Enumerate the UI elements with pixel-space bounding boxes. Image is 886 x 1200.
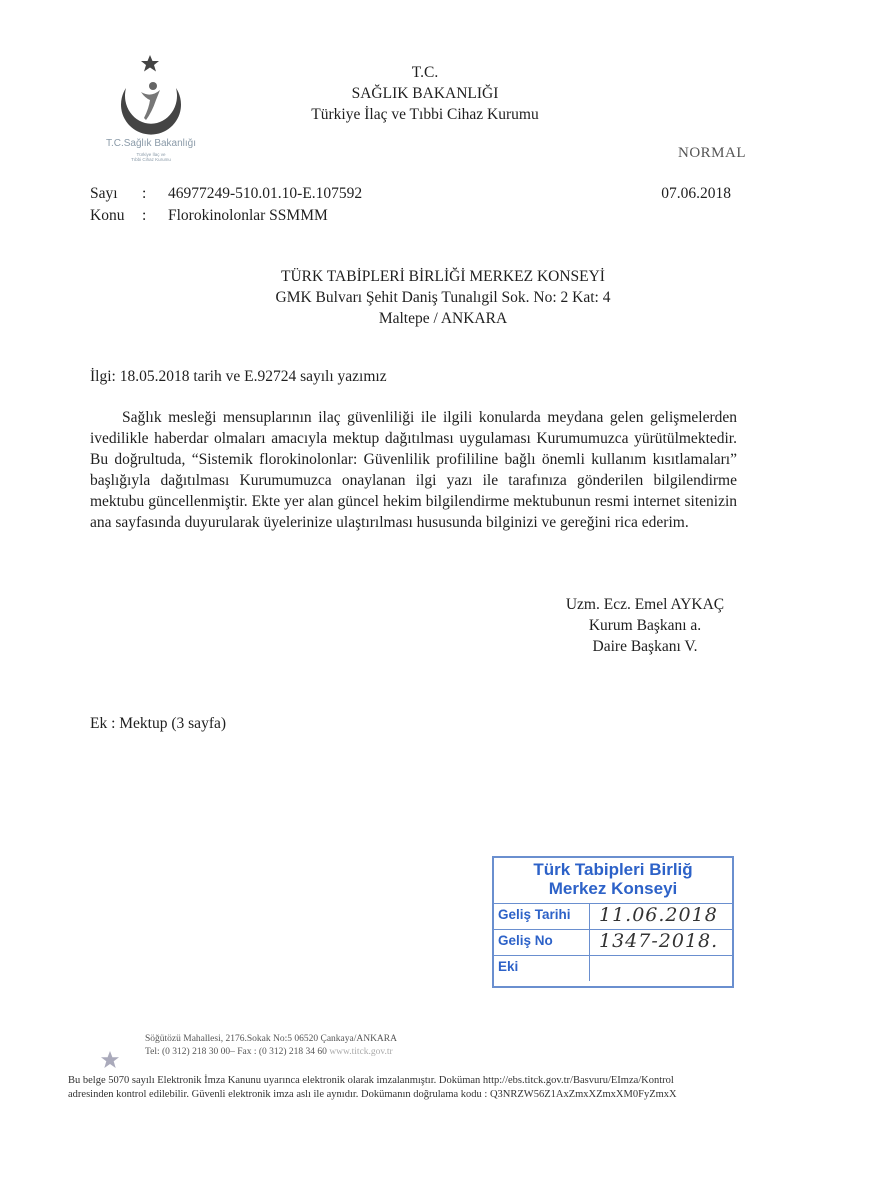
stamp-number-value: 1347-2018. [599, 930, 719, 952]
classification-label: NORMAL [677, 145, 746, 161]
footer-web: www.titck.gov.tr [329, 1047, 393, 1057]
attachment-line: Ek : Mektup (3 sayfa) [90, 715, 227, 732]
footer-address: Söğütözü Mahallesi, 2176.Sokak No:5 06520 Çankaya/ANKARA [145, 1034, 397, 1044]
e-signature-note-line1: Bu belge 5070 sayılı Elektronik İmza Kanunu uyarınca elektronik olarak imzalanmıştır. Doküman http://ebs.titck.gov.tr/Basvuru/EImza/Kontrol [68, 1075, 674, 1086]
konu-row [90, 207, 328, 225]
footer-contact [145, 1047, 393, 1057]
stamp-divider [589, 930, 590, 955]
stamp-title [494, 860, 732, 898]
recipient-city: Maltepe / ANKARA [378, 310, 508, 327]
logo-subtitle [96, 152, 206, 162]
stamp-row-date [494, 903, 732, 929]
signer-title-2: Daire Başkanı V. [592, 638, 698, 655]
sayi-row [90, 185, 362, 203]
recipient-name: TÜRK TABİPLERİ BİRLİĞİ MERKEZ KONSEYİ [281, 268, 605, 285]
logo-subtitle-line2: Tıbbi Cihaz Kurumu [131, 157, 171, 162]
sayi-value: 46977249-510.01.10-E.107592 [168, 185, 363, 202]
logo-subtitle-line1: Türkiye İlaç ve [136, 152, 166, 157]
document-date: 07.06.2018 [661, 185, 731, 202]
header-tc: T.C. [411, 64, 439, 81]
stamp-date-value: 11.06.2018 [599, 904, 718, 926]
e-signature-note [68, 1074, 758, 1102]
stamp-attachment-label: Eki [498, 959, 519, 974]
logo-name: T.C.Sağlık Bakanlığı [105, 138, 197, 149]
footer-star-icon [100, 1050, 120, 1075]
footer-phone: Tel: (0 312) 218 30 00– Fax : (0 312) 218 34 60 [145, 1047, 327, 1057]
stamp-divider [589, 904, 590, 929]
header-ministry: SAĞLIK BAKANLIĞI [351, 85, 499, 102]
stamp-date-label: Geliş Tarihi [498, 907, 571, 922]
konu-label: Konu [90, 207, 125, 224]
received-stamp [492, 856, 734, 988]
sayi-colon: : [142, 185, 147, 202]
header-agency: Türkiye İlaç ve Tıbbi Cihaz Kurumu [311, 106, 539, 123]
stamp-row-number [494, 929, 732, 955]
konu-colon: : [142, 207, 147, 224]
stamp-title-line2: Merkez Konseyi [548, 879, 678, 898]
reference-line: İlgi: 18.05.2018 tarih ve E.92724 sayılı yazımız [90, 368, 387, 385]
stamp-number-label: Geliş No [498, 933, 553, 948]
signer-title-1: Kurum Başkanı a. [588, 617, 702, 634]
stamp-row-attachment [494, 955, 732, 981]
e-signature-note-line2: adresinden kontrol edilebilir. Güvenli elektronik imza aslı ile aynıdır. Dokümanın doğrulama kodu : Q3NRZW56Z1AxZmxXZmxXM0FyZmxX [68, 1089, 677, 1100]
sayi-label: Sayı [90, 185, 118, 202]
stamp-divider [589, 956, 590, 981]
signer-name: Uzm. Ecz. Emel AYKAÇ [565, 596, 725, 613]
konu-value: Florokinolonlar SSMMM [168, 207, 328, 224]
body-paragraph: Sağlık mesleği mensuplarının ilaç güvenliliği ile ilgili konularda meydana gelen gelişmelerden ivedilikle haberdar olmaları amacıyla mektup dağıtılması uygulaması Kurumumuzca yürütülmektedir. Bu doğrultuda, “Sistemik florokinolonlar: Güvenlilik profililine bağlı önemli kullanım kısıtlamaları” başlığıyla dağıtılması Kurumumuzca onaylanan ilgi yazı ile tarafınıza gönderilen bilgilendirme mektubu güncellenmiştir. Ekte yer alan güncel hekim bilgilendirme mektubunun resmi internet sitenizin ana sayfasında duyurularak üyelerinize ulaştırılması hususunda bilginizi ve gereğini rica ederim. [90, 409, 737, 531]
stamp-title-line1: Türk Tabipleri Birliğ [533, 860, 693, 879]
recipient-address: GMK Bulvarı Şehit Daniş Tunalıgil Sok. No: 2 Kat: 4 [275, 289, 611, 306]
